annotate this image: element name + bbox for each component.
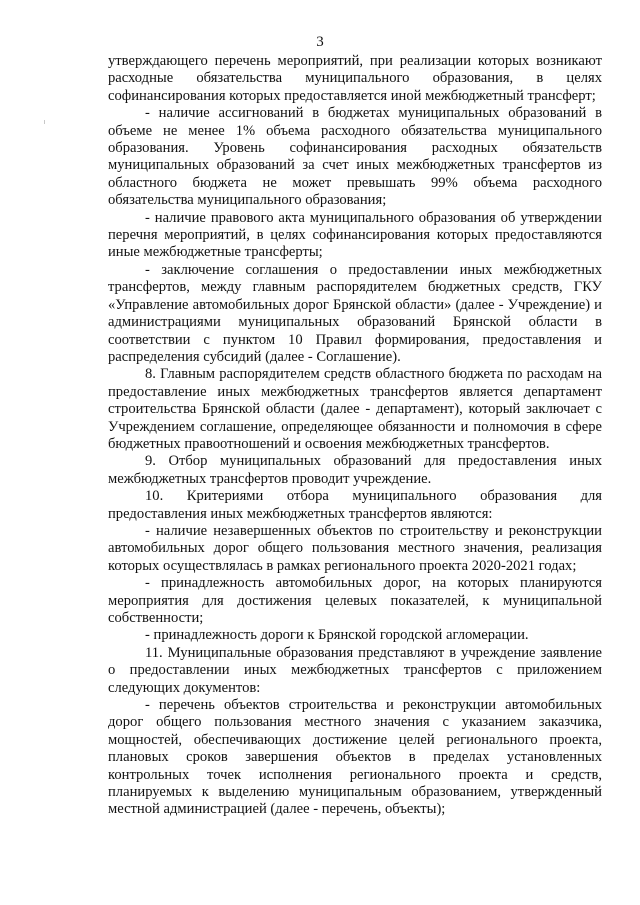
paragraph-continuation: утверждающего перечень мероприятий, при реализации которых возникают расходные обязательства муниципального образования, в целях софинансирования которых предоставляется иной межбюджетный трансферт; <box>108 53 602 104</box>
paragraph-item-9: 9. Отбор муниципальных образований для предоставления иных межбюджетных трансфертов проводит учреждение. <box>108 453 602 487</box>
paragraph-agreement-requirement: - заключение соглашения о предоставлении иных межбюджетных трансфертов, между главным распорядителем бюджетных средств, ГКУ «Управление автомобильных дорог Брянской области» (далее - Учреждение) и администрациями муниципальных образований Брянской области в соответствии с пунктом 10 Правил формирования, предоставления и распределения субсидий (далее - Соглашение). <box>108 261 602 365</box>
paragraph-objects-list: - перечень объектов строительства и реконструкции автомобильных дорог общего пользования местного значения с указанием заказчика, мощностей, обеспечивающих достижение целей регионального проекта, плановых сроков завершения объектов в пределах установленных контрольных точек исполнения регионального проекта и средств, планируемых к выделению муниципальным образованием, утвержденный местной администрацией (далее - перечень, объекты); <box>108 697 602 818</box>
paragraph-criterion-unfinished-objects: - наличие незавершенных объектов по строительству и реконструкции автомобильных дорог общего пользования местного значения, реализация которых осуществлялась в рамках регионального проекта 2020-2021 годах; <box>108 522 602 574</box>
paragraph-criterion-municipal-ownership: - принадлежность автомобильных дорог, на которых планируются мероприятия для достижения целевых показателей, к муниципальной собственности; <box>108 575 602 626</box>
paragraph-item-8: 8. Главным распорядителем средств областного бюджета по расходам на предоставление иных межбюджетных трансфертов является департамент строительства Брянской области (далее - департамент), который заключает с Учреждением соглашение, определяющее обязанности и полномочия в сфере бюджетных правоотношений и освоения межбюджетных трансфертов. <box>108 366 602 452</box>
paragraph-item-10: 10. Критериями отбора муниципального образования для предоставления иных межбюджетных трансфертов являются: <box>108 488 602 522</box>
margin-mark <box>44 120 45 124</box>
page-number: 3 <box>316 34 324 50</box>
paragraph-legal-act-requirement: - наличие правового акта муниципального образования об утверждении перечня мероприятий, в целях софинансирования которых предоставляются иные межбюджетные трансферты; <box>108 209 602 261</box>
paragraph-item-11: 11. Муниципальные образования представляют в учреждение заявление о предоставлении иных межбюджетных трансфертов с приложением следующих документов: <box>108 644 602 696</box>
paragraph-criterion-agglomeration: - принадлежность дороги к Брянской городской агломерации. <box>145 627 529 644</box>
document-body <box>108 53 602 819</box>
paragraph-allocations-requirement: - наличие ассигнований в бюджетах муниципальных образований в объеме не менее 1% объема расходного обязательства муниципального образования. Уровень софинансирования расходных обязательств муниципальных образований за счет иных межбюджетных трансфертов из областного бюджета не может превышать 99% объема расходного обязательства муниципального образования; <box>108 105 602 209</box>
